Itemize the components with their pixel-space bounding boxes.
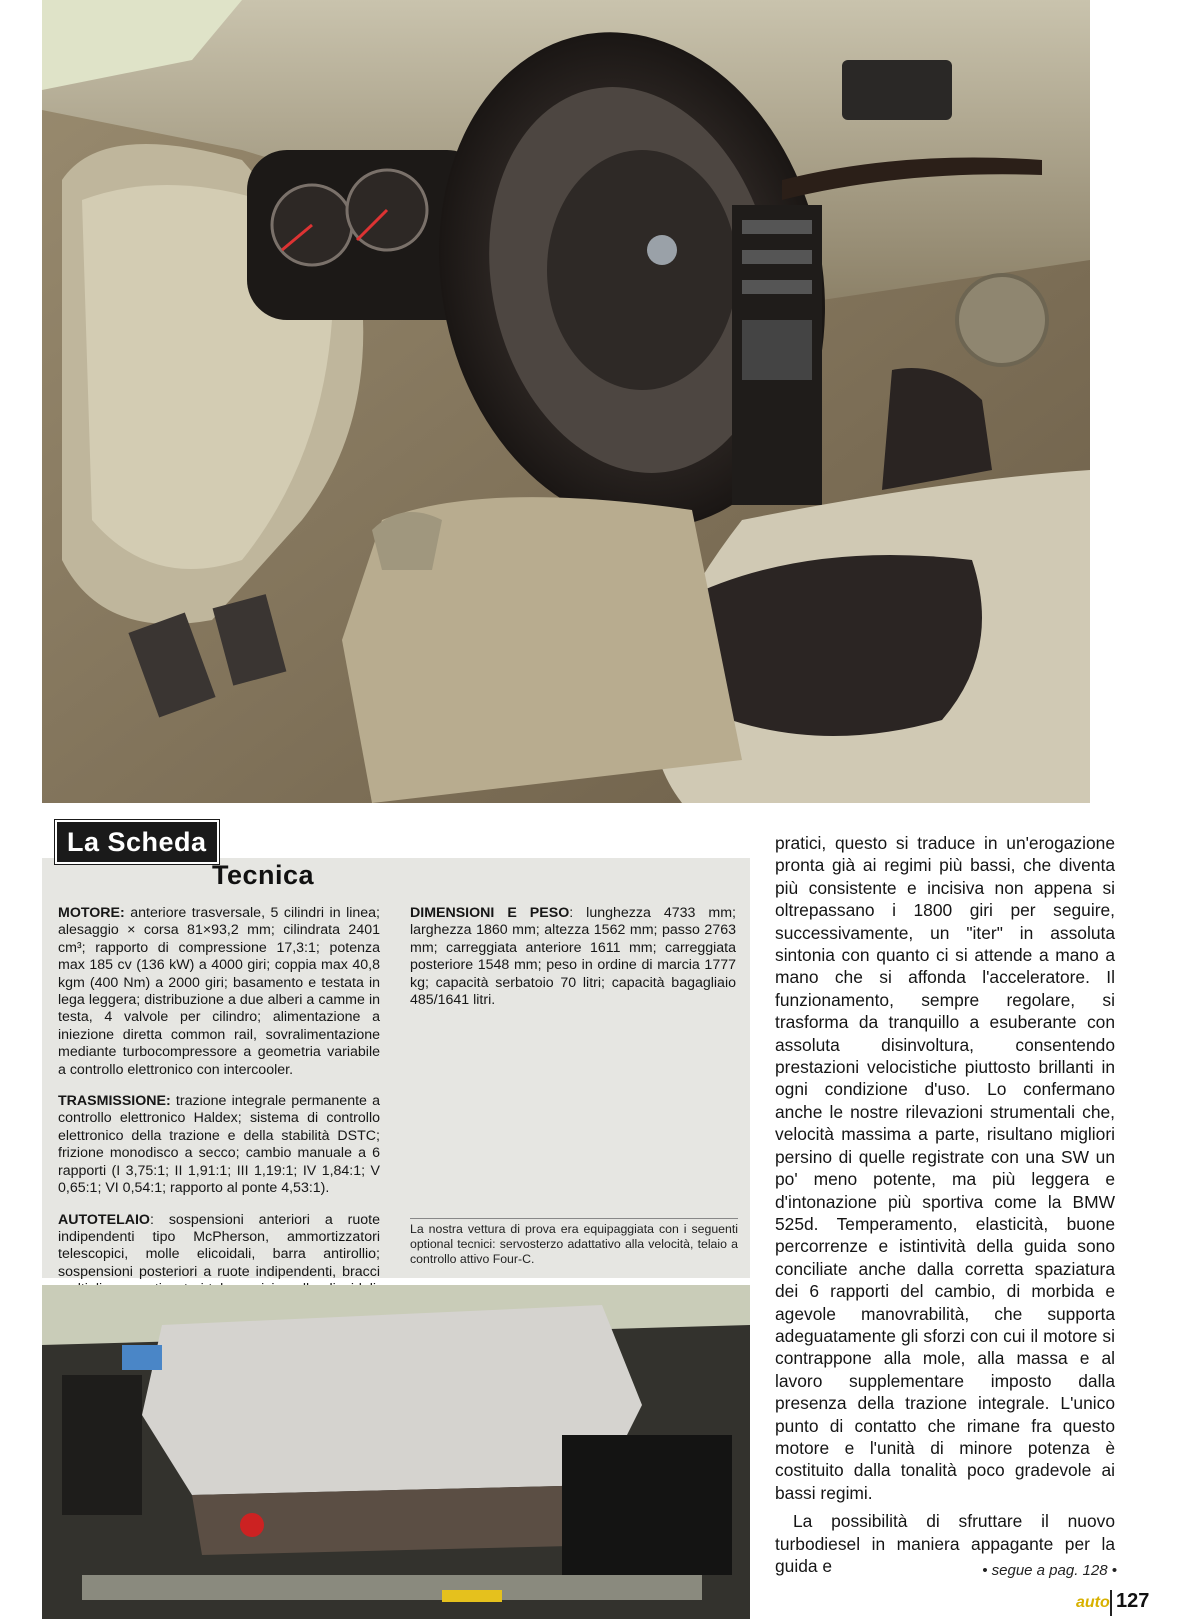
car-interior-photo	[42, 0, 1090, 803]
article-paragraph-1: pratici, questo si traduce in un'erogazione pronta già ai regimi più bassi, che diventa più consistente e incisiva non appena si oltrepassano i 1800 giri per seguire, successivamente, un "iter" in assoluta sintonia con quanto ci si attende a mano a mano che si affonda l'acceleratore. Il funzionamento, sempre regolare, si trasforma da tranquillo a esuberante con assoluta disinvoltura, consentendo prestazioni velocistiche piuttosto brillanti in ogni condizione d'uso. Lo confermano anche le nostre rilevazioni strumentali che, velocità massima a parte, risultano migliori persino di quelle registrate con una SW un po' meno potente, ma più leggera e d'intonazione più sportiva come la BMW 525d. Temperamento, elasticità, buone percorrenze e istintività della guida sono conciliate anche dalla corretta spaziatura dei 6 rapporti del cambio, di morbida e agevole manovrabilità, che supporta adeguatamente gli sforzi con cui il motore si contrappone alla mole, alla massa e al lavoro supplementare imposto dalla presenza della trazione integrale. L'unico punto di contatto che rimane fra questo motore e l'unità di minore potenza è costituito dalla tonalità poco gradevole ai bassi regimi.	[775, 833, 1115, 1503]
spec-motore	[58, 905, 380, 1079]
article-text	[775, 832, 1115, 1577]
magazine-brand: auto	[1076, 1594, 1110, 1611]
interior-illustration	[42, 0, 1090, 803]
spec-dimensioni	[410, 905, 736, 1009]
spec-column-right	[410, 905, 736, 1023]
page-number: 127	[1116, 1590, 1150, 1612]
spec-autotelaio-text: : sospensioni anteriori a ruote indipendenti tipo McPherson, ammortizzatori telescopici, molle elicoidali, barra antirollio; sospensioni posteriori a ruote indipendenti, bracci	[58, 1211, 380, 1280]
spec-trasmissione-text: trazione integrale permanente a controllo elettronico Haldex; sistema di controllo elettronico della trazione e della stabilità DSTC; frizione monodisco a secco; cambio manuale a 6 rapporti (I 3,75:1; II 1,91:1; III 1,19:1; IV 1,84:1; V 0,65:1; VI 0,54:1; rapporto al ponte 4,53:1).	[58, 1093, 380, 1197]
article-paragraph-2: La possibilità di sfruttare il nuovo turbodiesel in maniera appagante per la guida e	[775, 1511, 1115, 1576]
spec-trasmissione	[58, 1093, 380, 1197]
engine-illustration	[42, 1285, 750, 1619]
engine-bay-photo	[42, 1285, 750, 1619]
spec-dimensioni-label: DIMENSIONI E PESO	[410, 905, 570, 921]
spec-title-line2: Tecnica	[212, 860, 315, 890]
spec-dimensioni-text: : lunghezza 4733 mm; larghezza 1860 mm; altezza 1562 mm; passo 2763 mm; carreggiata anteriore 1611 mm; carreggiata posteriore 1548 mm; peso in ordine di marcia 1777 kg; capacità serbatoio 70 litri; capacità bagagliaio 485/1641 litri.	[410, 905, 736, 1009]
spec-optional-note: La nostra vettura di prova era equipaggiata con i seguenti optional tecnici: servosterzo adattativo alla velocità, telaio a controllo attivo Four-C.	[410, 1218, 738, 1267]
spec-motore-text: anteriore trasversale, 5 cilindri in linea; alesaggio × corsa 81×93,2 mm; cilindrata 2401 cm³; rapporto di compressione 17,3:1; potenza max 185 cv (136 kW) a 4000 giri; coppia max 40,8 kgm (400 Nm) a 2000 giri; basamento e testata in lega leggera; distribuzione a due alberi a camme in testa, 4 valvole per cilindro; alimentazione a iniezione diretta common rail, sovralimentazione mediante turbocompressore a geometria variabile a controllo elettronico con intercooler.	[58, 905, 380, 1078]
spec-trasmissione-label: TRASMISSIONE:	[58, 1093, 171, 1110]
spec-motore-label: MOTORE:	[58, 905, 125, 921]
spec-title-line1: La Scheda	[55, 820, 219, 864]
spec-autotelaio-label: AUTOTELAIO	[58, 1211, 150, 1228]
footer-separator	[1110, 1590, 1112, 1616]
continued-marker: • segue a pag. 128 •	[982, 1562, 1117, 1579]
